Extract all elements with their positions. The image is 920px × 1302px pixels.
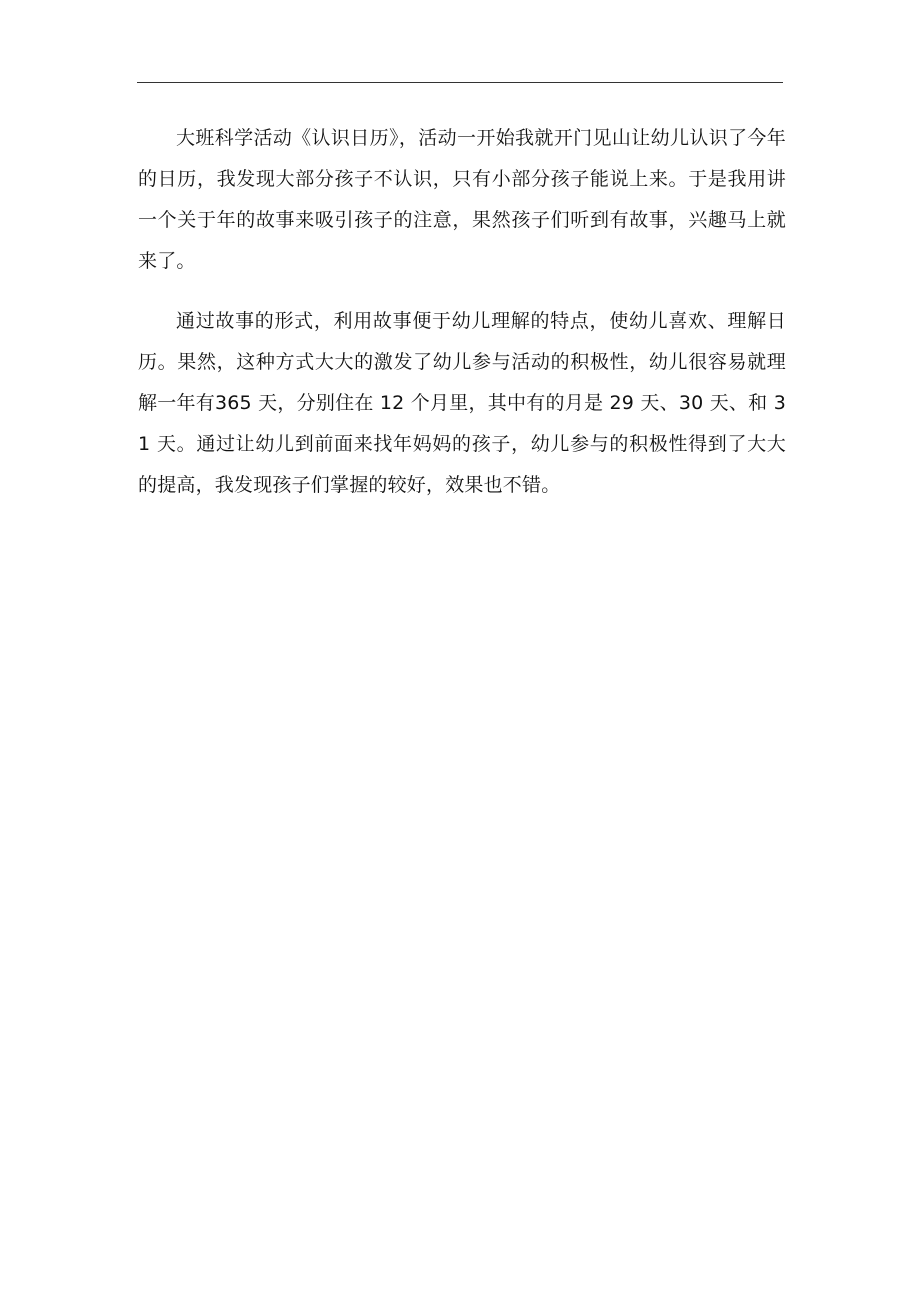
paragraph-1: 大班科学活动《认识日历》，活动一开始我就开门见山让幼儿认识了今年的日历，我发现大部分孩子不认识，只有小部分孩子能说上来。于是我用讲一个关于年的故事来吸引孩子的注意，果然孩子们听到有故事，兴趣马上就来了。 <box>138 127 786 272</box>
document-body <box>138 118 786 506</box>
paragraph-2: 通过故事的形式，利用故事便于幼儿理解的特点，使幼儿喜欢、理解日历。果然，这种方式大大的激发了幼儿参与活动的积极性，幼儿很容易就理解一年有365 天，分别住在 12 个月里，其中有的月是 29 天、30 天、和 31 天。通过让幼儿到前面来找年妈妈的孩子，幼儿参与的积极性得到了大大的提高，我发现孩子们掌握的较好，效果也不错。 <box>138 310 786 496</box>
header-rule <box>137 82 783 83</box>
